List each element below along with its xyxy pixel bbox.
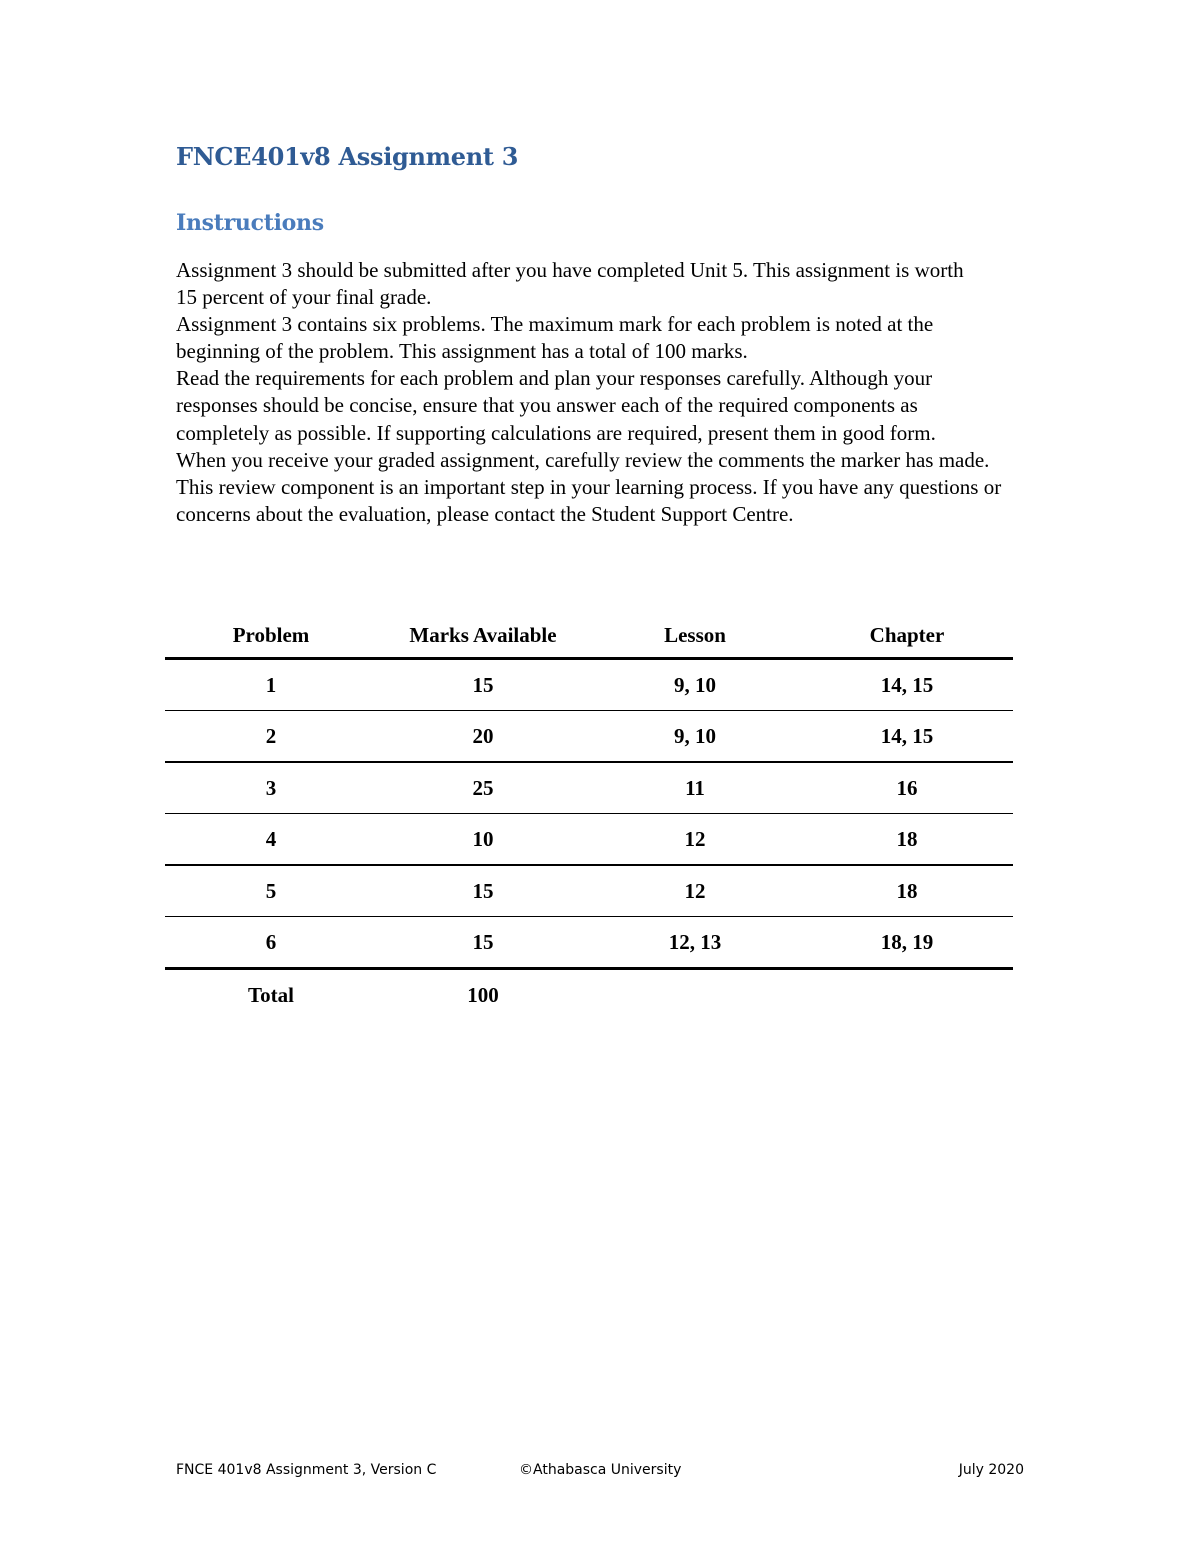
table-row — [165, 814, 1013, 866]
cell-chapter: 18, 19 — [801, 917, 1013, 969]
footer-date: July 2020 — [958, 1462, 1024, 1478]
instructions-paragraph: 15 percent of your final grade. — [176, 285, 432, 310]
instructions-paragraph: Assignment 3 should be submitted after you have completed Unit 5. This assignment is worth — [176, 258, 964, 282]
cell-marks: 15 — [377, 659, 589, 711]
header-chapter: Chapter — [801, 613, 1013, 659]
instructions-paragraph: Read the requirements for each problem and plan your responses carefully. Although your responses should be concise, ensure that you answer each of the required components as completely as possible. If supporting calculations are required, present them in good form. — [176, 366, 936, 445]
marks-table-body — [165, 659, 1013, 969]
cell-marks: 20 — [377, 711, 589, 763]
cell-marks: 15 — [377, 917, 589, 969]
table-row — [165, 659, 1013, 711]
total-marks: 100 — [467, 982, 499, 1007]
marks-table-header — [165, 613, 1013, 659]
cell-marks: 10 — [377, 814, 589, 866]
header-problem: Problem — [165, 613, 377, 659]
table-row — [165, 711, 1013, 763]
cell-problem: 6 — [165, 917, 377, 969]
instructions-body — [176, 257, 1016, 528]
page-footer — [176, 1462, 1026, 1484]
instructions-paragraph: Assignment 3 contains six problems. The maximum mark for each problem is noted at the beginning of the problem. This assignment has a total of 100 marks. — [176, 312, 934, 364]
table-row — [165, 865, 1013, 917]
header-marks-available: Marks Available — [377, 613, 589, 659]
cell-problem: 3 — [165, 762, 377, 814]
cell-problem: 2 — [165, 711, 377, 763]
table-row — [165, 917, 1013, 969]
cell-problem: 4 — [165, 814, 377, 866]
cell-lesson: 11 — [589, 762, 801, 814]
instructions-paragraph: When you receive your graded assignment, carefully review the comments the marker has made. This review component is an important step in your learning process. If you have any questions or concerns about the evaluation, please contact the Student Support Centre. — [176, 447, 1002, 526]
total-row — [165, 969, 1013, 1021]
footer-copyright: ©Athabasca University — [519, 1462, 682, 1478]
cell-chapter: 16 — [801, 762, 1013, 814]
header-lesson: Lesson — [589, 613, 801, 659]
cell-chapter: 18 — [801, 865, 1013, 917]
cell-problem: 5 — [165, 865, 377, 917]
table-header-row — [165, 613, 1013, 659]
cell-chapter: 14, 15 — [801, 659, 1013, 711]
cell-chapter: 18 — [801, 814, 1013, 866]
cell-marks: 25 — [377, 762, 589, 814]
document-title: FNCE401v8 Assignment 3 — [176, 142, 519, 171]
cell-chapter: 14, 15 — [801, 711, 1013, 763]
total-chapter-empty — [801, 969, 1013, 1021]
cell-marks: 15 — [377, 865, 589, 917]
cell-lesson: 9, 10 — [589, 659, 801, 711]
total-lesson-empty — [589, 969, 801, 1021]
total-label: Total — [248, 982, 294, 1007]
instructions-heading: Instructions — [176, 210, 324, 236]
cell-lesson: 9, 10 — [589, 711, 801, 763]
marks-table — [165, 613, 1013, 1020]
footer-document-version: FNCE 401v8 Assignment 3, Version C — [176, 1462, 437, 1478]
cell-problem: 1 — [165, 659, 377, 711]
cell-lesson: 12 — [589, 814, 801, 866]
marks-table-footer — [165, 969, 1013, 1021]
cell-lesson: 12 — [589, 865, 801, 917]
cell-lesson: 12, 13 — [589, 917, 801, 969]
table-row — [165, 762, 1013, 814]
